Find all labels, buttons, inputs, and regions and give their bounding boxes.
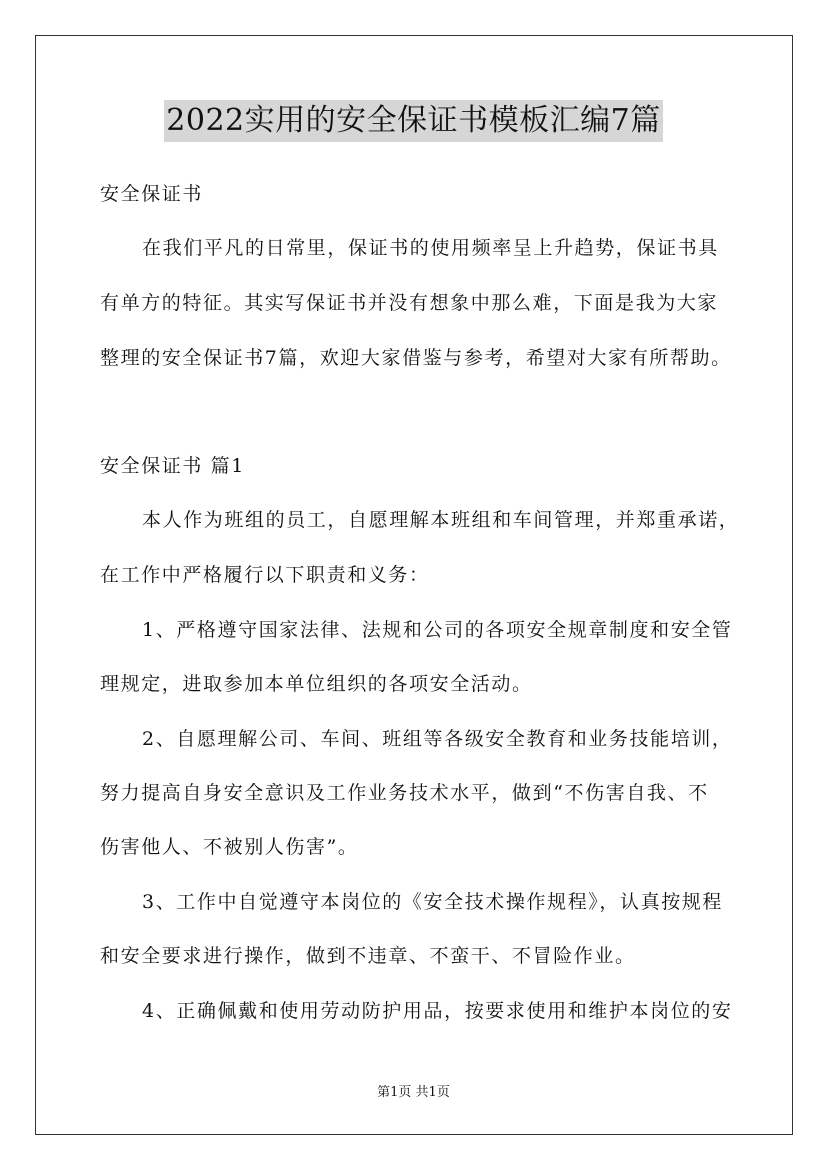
list-item-line: 和安全要求进行操作，做到不违章、不蛮干、不冒险作业。 [100, 945, 636, 967]
list-item-line: 伤害他人、不被别人伤害”。 [100, 836, 359, 858]
document-title: 2022实用的安全保证书模板汇编7篇 [164, 100, 662, 142]
list-item-line: 4、正确佩戴和使用劳动防护用品，按要求使用和维护本岗位的安 [142, 1000, 733, 1022]
intro-paragraph-line: 有单方的特征。其实写保证书并没有想象中那么难，下面是我为大家 [100, 292, 719, 314]
section-heading: 安全保证书 篇1 [100, 455, 245, 477]
list-item-line: 1、严格遵守国家法律、法规和公司的各项安全规章制度和安全管 [142, 619, 733, 641]
list-item-line: 努力提高自身安全意识及工作业务技术水平，做到“不伤害自我、不 [100, 782, 709, 804]
page-footer: 第1页 共1页 [377, 1085, 450, 1100]
section-heading: 安全保证书 [100, 183, 204, 205]
list-item-line: 2、自愿理解公司、车间、班组等各级安全教育和业务技能培训， [142, 728, 733, 750]
intro-paragraph-line: 在我们平凡的日常里，保证书的使用频率呈上升趋势，保证书具 [142, 237, 719, 259]
body-paragraph-line: 本人作为班组的员工，自愿理解本班组和车间管理，并郑重承诺， [142, 509, 740, 531]
list-item-line: 理规定，进取参加本单位组织的各项安全活动。 [100, 673, 533, 695]
body-paragraph-line: 在工作中严格履行以下职责和义务： [100, 564, 430, 586]
title-container [0, 100, 827, 142]
intro-paragraph-line: 整理的安全保证书7篇，欢迎大家借鉴与参考，希望对大家有所帮助。 [100, 347, 732, 369]
list-item-line: 3、工作中自觉遵守本岗位的《安全技术操作规程》，认真按规程 [142, 891, 723, 913]
